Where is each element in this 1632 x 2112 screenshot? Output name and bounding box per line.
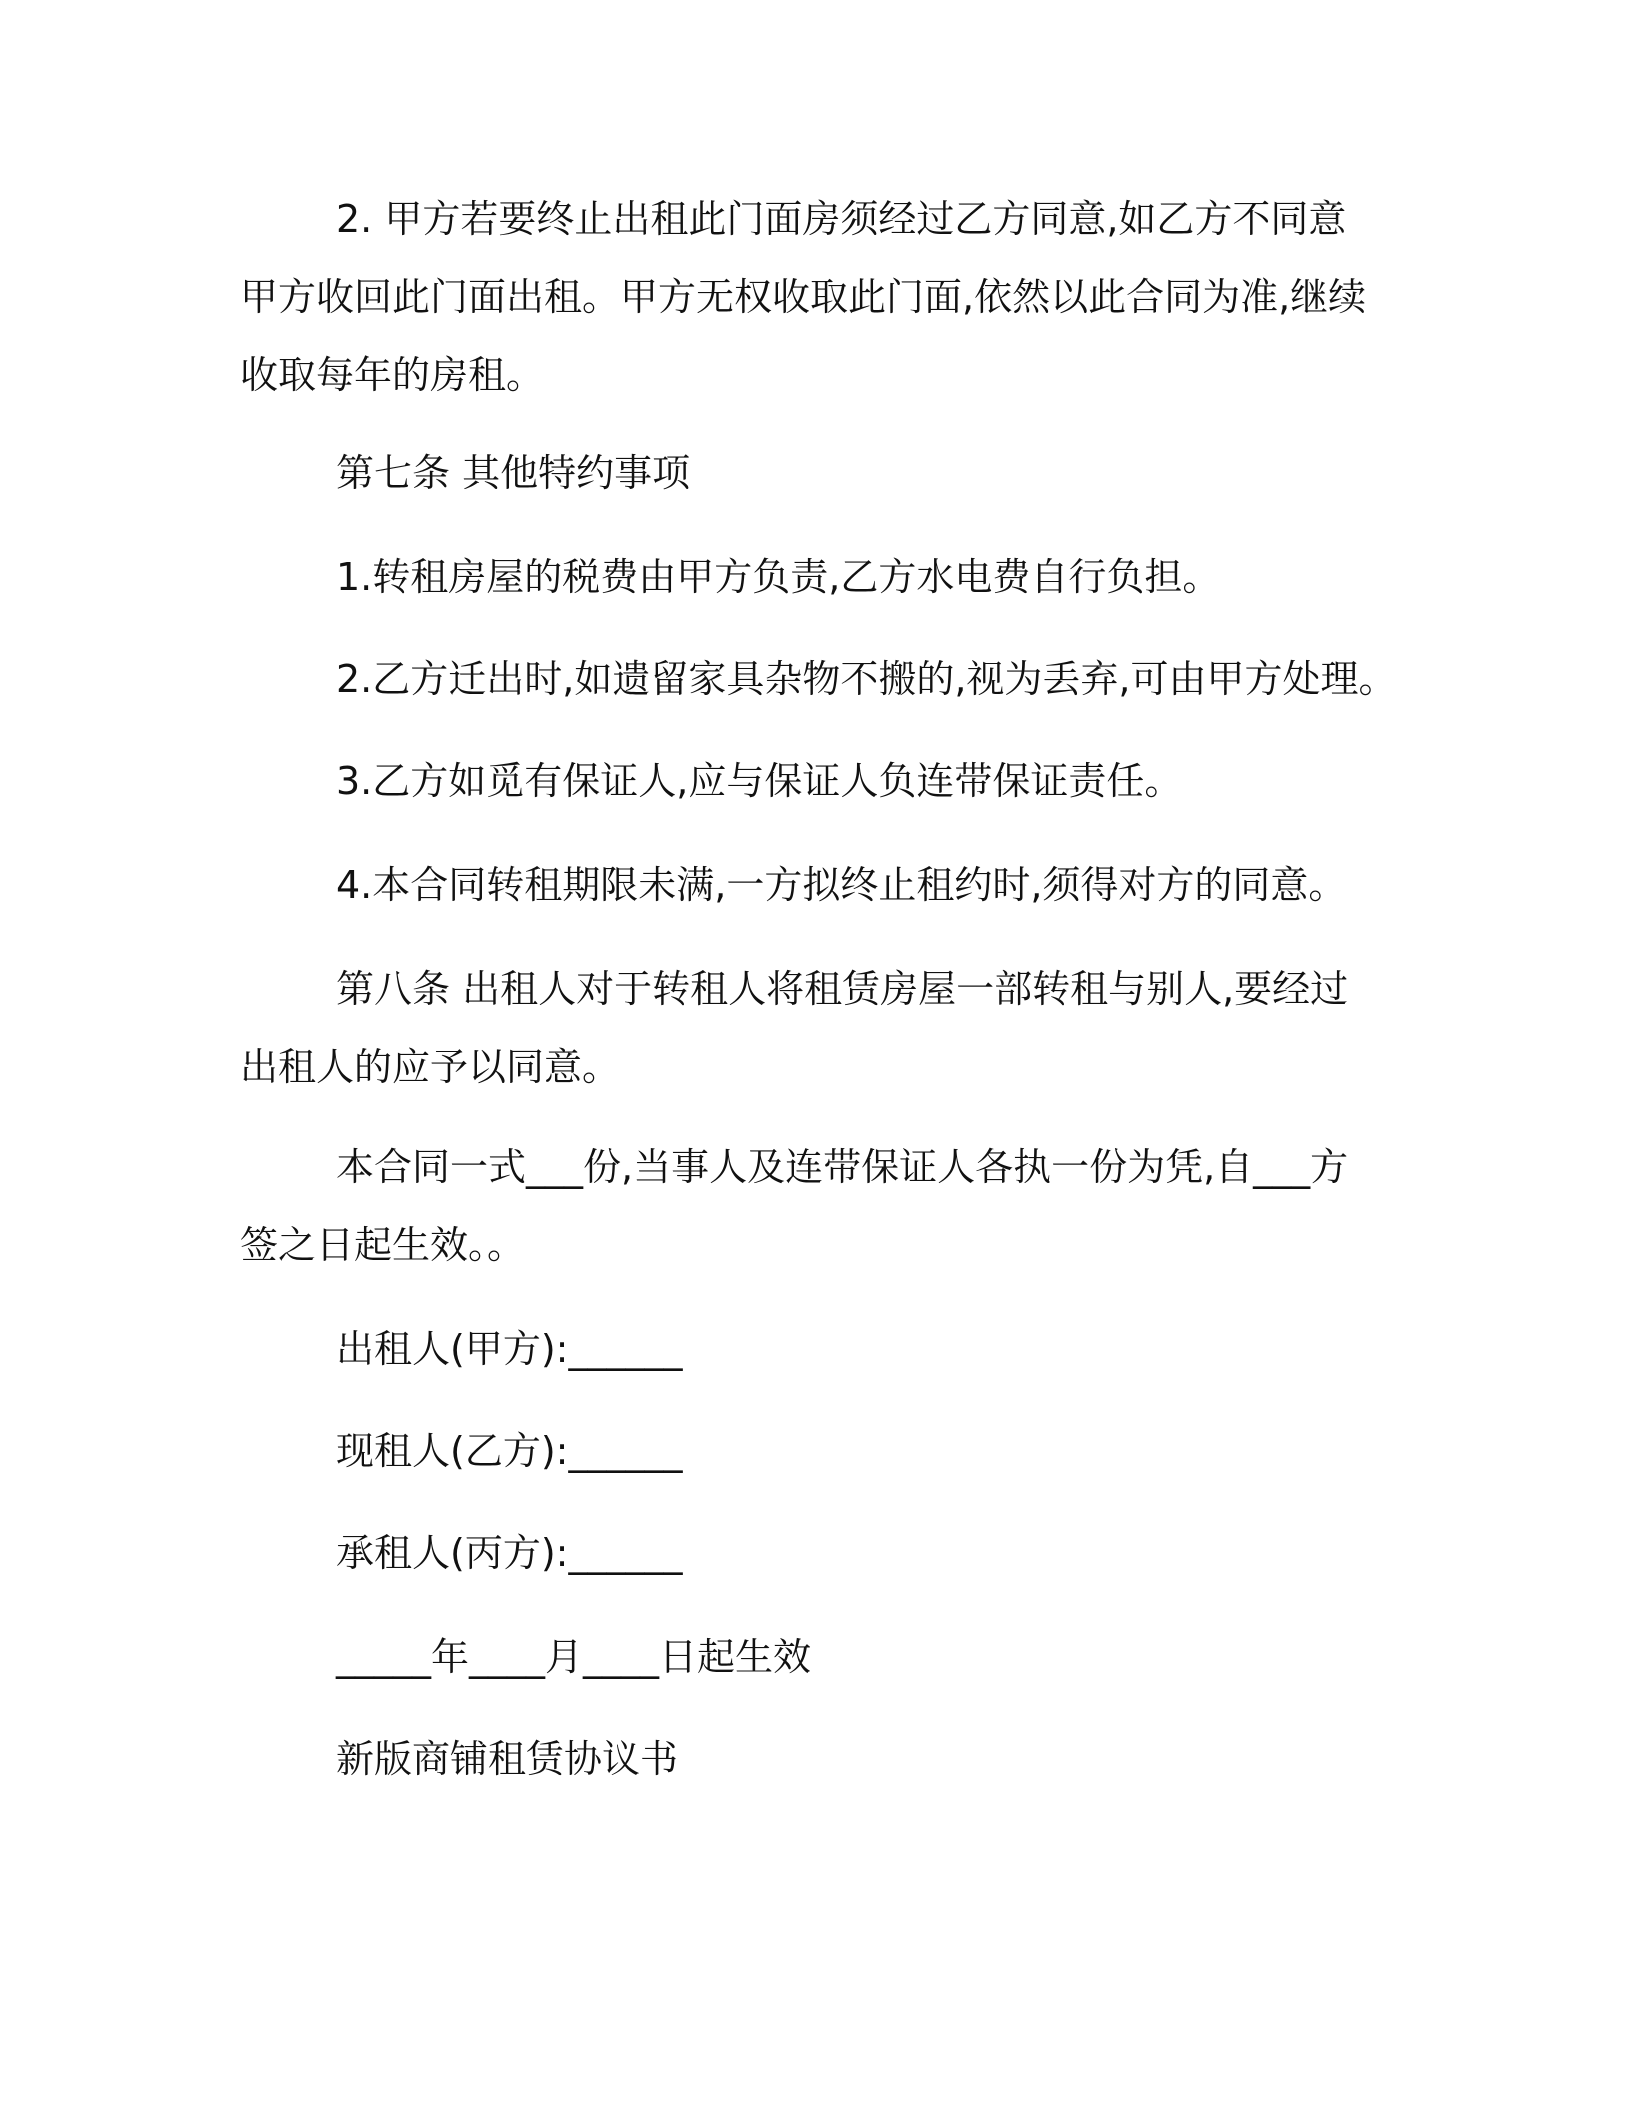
signature-current-tenant: 现租人(乙方):______: [336, 1429, 683, 1473]
effective-date-line: _____年____月____日起生效: [336, 1635, 812, 1679]
article-7-item-4: 4.本合同转租期限未满,一方拟终止租约时,须得对方的同意。: [336, 863, 1347, 907]
signature-lessor: 出租人(甲方):______: [336, 1327, 683, 1371]
article-7-item-1: 1.转租房屋的税费由甲方负责,乙方水电费自行负担。: [336, 555, 1221, 599]
clause-6-item-2: 2. 甲方若要终止出租此门面房须经过乙方同意,如乙方不同意甲方收回此门面出租。甲方无权收取此门面,依然以此合同为准,继续收取每年的房租。: [240, 197, 1367, 397]
article-7-item-2: 2.乙方迁出时,如遗留家具杂物不搬的,视为丢弃,可由甲方处理。: [336, 657, 1397, 701]
article-8: 第八条 出租人对于转租人将租赁房屋一部转租与别人,要经过出租人的应予以同意。: [240, 967, 1349, 1089]
signature-subtenant: 承租人(丙方):______: [336, 1531, 683, 1575]
next-document-title: 新版商铺租赁协议书: [336, 1737, 679, 1781]
article-7-item-3: 3.乙方如觅有保证人,应与保证人负连带保证责任。: [336, 759, 1183, 803]
article-7-heading: 第七条 其他特约事项: [336, 451, 691, 495]
contract-copies-clause: 本合同一式___份,当事人及连带保证人各执一份为凭,自___方签之日起生效。。: [240, 1145, 1349, 1267]
